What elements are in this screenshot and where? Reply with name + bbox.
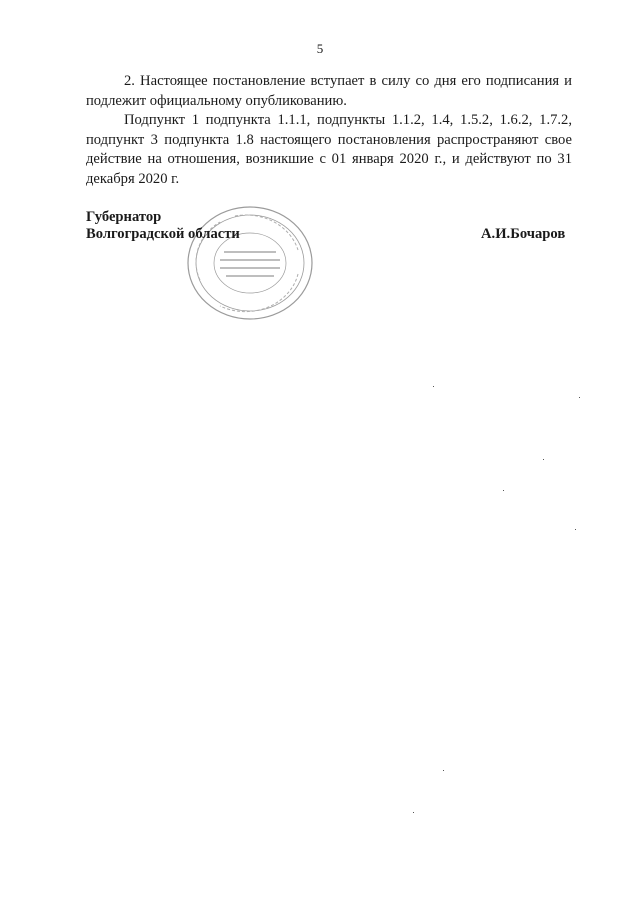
paragraph-application-period: Подпункт 1 подпункта 1.1.1, подпункты 1.1.2, 1.4, 1.5.2, 1.6.2, 1.7.2, подпункт 3 подпункта 1.8 настоящего постановления распространяют свое действие на отношения, возникшие с 01 января 2020 г., и действуют по 31 декабря 2020 г. — [86, 112, 572, 187]
scan-speck — [543, 459, 544, 460]
scan-speck — [413, 812, 414, 813]
signatory-title-line1: Губернатор — [86, 209, 162, 225]
signatory-name: А.И.Бочаров — [481, 226, 566, 242]
paragraph-effective-date: 2. Настоящее постановление вступает в силу со дня его подписания и подлежит официальному опубликованию. — [86, 73, 572, 109]
signatory-title — [86, 209, 240, 243]
scan-speck — [575, 529, 576, 530]
scan-speck — [433, 386, 434, 387]
signatory-title-line2: Волгоградской области — [86, 226, 240, 242]
page-number: 5 — [316, 41, 324, 56]
scan-speck — [579, 397, 580, 398]
scan-speck — [503, 490, 504, 491]
scan-speck — [443, 770, 444, 771]
